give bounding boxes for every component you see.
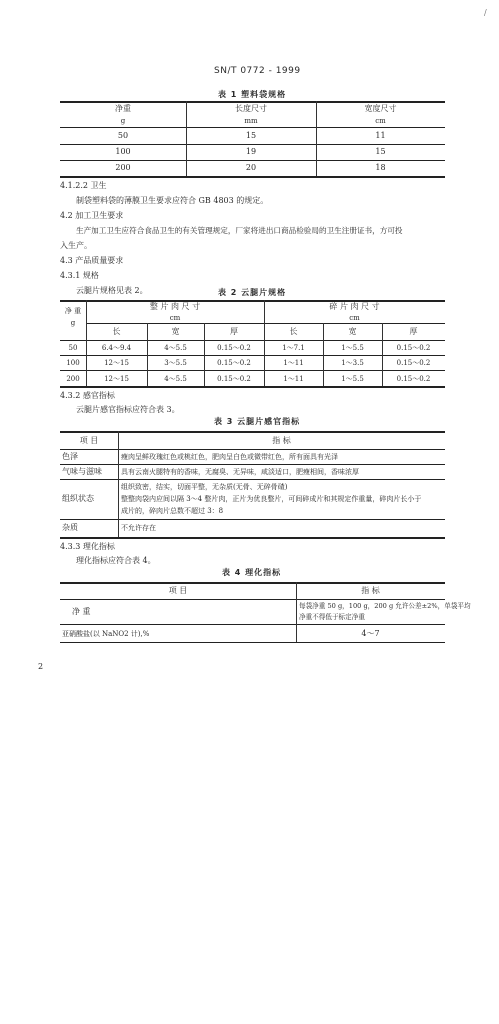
table1-unit-weight: g — [120, 117, 126, 125]
table1-cell: 15 — [245, 131, 257, 140]
table2-subheader: 宽 — [348, 327, 357, 336]
page-number: 2 — [38, 662, 44, 671]
table1-cell: 15 — [375, 147, 386, 156]
table3-index-texture-line1: 组织致密，结实，切面平整，无杂质(无骨、无碎骨碴) — [121, 483, 288, 491]
table2-cell: 4～5.5 — [164, 375, 187, 383]
table4-header-index: 指 标 — [361, 586, 380, 595]
table4-index-nitrite: 4～7 — [361, 629, 380, 638]
table1-cell: 100 — [115, 147, 131, 156]
table1-header-width: 宽度尺寸 — [364, 104, 397, 113]
table2-cell: 0.15～0.2 — [396, 359, 431, 367]
table2-cell: 0.15～0.2 — [396, 344, 431, 352]
table2-cell: 0.15～0.2 — [217, 375, 251, 383]
table2-cell: 100 — [66, 359, 80, 367]
table1-cell: 18 — [375, 163, 386, 172]
table2-net-weight-label: 净 重 — [64, 307, 82, 315]
table2-cell: 4～5.5 — [164, 344, 187, 352]
paragraph-4-3-1: 云腿片规格见表 2。 — [76, 286, 148, 295]
section-4-3-1: 4.3.1 规格 — [60, 271, 99, 280]
table4-index-net-weight-line2: 净重不得低于标定净重 — [299, 613, 365, 621]
paragraph-4-2-line1: 生产加工卫生应符合食品卫生的有关管理规定，厂家将进出口商品检验局的卫生注册证书，方可投 — [76, 226, 403, 235]
section-4-3-3: 4.3.3 理化指标 — [60, 542, 115, 551]
table2-cell: 1～3.5 — [341, 359, 364, 367]
table2-subheader: 厚 — [409, 327, 418, 336]
table3-index-texture-line3: 成片的，碎肉片总数不超过 3：8 — [121, 507, 224, 515]
section-4-2: 4.2 加工卫生要求 — [60, 211, 124, 220]
table1-unit-length: mm — [244, 117, 258, 125]
table1-cell: 20 — [245, 163, 257, 172]
table3-index-texture-line2: 整整肉袋内应间以隔 3～4 整片肉，正片为优良整片，可间碎成片和其规定作重量，碎肉片长小于 — [121, 495, 422, 503]
table2-cell: 1～5.5 — [341, 344, 364, 352]
table2-net-weight-unit: g — [70, 319, 76, 327]
table4-item-net-weight: 净 重 — [72, 607, 91, 616]
table2-cell: 50 — [68, 344, 78, 352]
table1-header-length: 长度尺寸 — [235, 104, 267, 113]
table2-cell: 12～15 — [104, 375, 129, 383]
table3-index-impurity: 不允许存在 — [121, 524, 156, 532]
table2-subheader: 长 — [289, 327, 298, 336]
table2-cell: 6.4～9.4 — [101, 344, 132, 352]
table1-cell: 19 — [245, 147, 257, 156]
table1-cell: 11 — [375, 131, 386, 140]
table2-subheader: 宽 — [171, 327, 180, 336]
table2-subheader: 厚 — [230, 327, 238, 336]
table1-cell: 50 — [117, 131, 129, 140]
table2-cell: 1～11 — [283, 375, 304, 383]
section-4-1-2-2: 4.1.2.2 卫生 — [60, 181, 107, 190]
table4-header-item: 项 目 — [168, 586, 188, 595]
table1-caption: 表 1 塑料袋规格 — [218, 90, 287, 99]
table4-item-nitrite: 亚硝酸盐(以 NaNO2 计),% — [62, 630, 150, 638]
paragraph-4-1-2-2: 制袋塑料袋的薄膜卫生要求应符合 GB 4803 的规定。 — [76, 196, 269, 205]
corner-mark: / — [484, 8, 487, 17]
table2-cell: 0.15～0.2 — [217, 359, 251, 367]
standard-number: SN/T 0772 - 1999 — [214, 66, 301, 76]
table3-index-flavor: 具有云南火腿特有的香味，无腐臭、无异味，咸淡适口，肥瘦相间，香味浓厚 — [121, 468, 359, 476]
table2-cell: 1～5.5 — [341, 375, 364, 383]
table2-cell: 1～11 — [283, 359, 304, 367]
table3-caption: 表 3 云腿片感官指标 — [214, 417, 301, 426]
table3-item-texture: 组织状态 — [62, 494, 94, 503]
table2-cell: 1～7.1 — [282, 344, 305, 352]
table2-cell: 0.15～0.2 — [396, 375, 431, 383]
table2-cell: 12～15 — [104, 359, 129, 367]
paragraph-4-3-2: 云腿片感官指标应符合表 3。 — [76, 405, 180, 414]
section-4-3-2: 4.3.2 感官指标 — [60, 391, 115, 400]
table3-item-flavor: 气味与滋味 — [62, 467, 102, 476]
table4-caption: 表 4 理化指标 — [222, 568, 282, 577]
table2-cell: 3～5.5 — [164, 359, 187, 367]
table1-header-weight: 净重 — [115, 104, 131, 113]
table3-item-color: 色泽 — [62, 452, 78, 461]
table2-caption: 表 2 云腿片规格 — [218, 288, 287, 297]
table3-header-item: 项 目 — [79, 436, 99, 445]
table3-item-impurity: 杂质 — [62, 523, 78, 532]
table3-header-index: 指 标 — [272, 436, 291, 445]
table1-unit-width: cm — [375, 117, 386, 125]
table2-whole-piece-unit: cm — [169, 314, 181, 322]
paragraph-4-2-line2: 入生产。 — [60, 241, 92, 250]
table2-subheader: 长 — [112, 327, 121, 336]
table2-whole-piece-header: 整 片 肉 尺 寸 — [149, 302, 201, 311]
table2-cell: 0.15～0.2 — [217, 344, 251, 352]
table2-broken-piece-unit: cm — [349, 314, 360, 322]
table2-broken-piece-header: 碎 片 肉 尺 寸 — [329, 302, 380, 311]
section-4-3: 4.3 产品质量要求 — [60, 256, 124, 265]
paragraph-4-3-3: 理化指标应符合表 4。 — [76, 556, 156, 565]
table2-cell: 200 — [66, 375, 80, 383]
table4-index-net-weight-line1: 每袋净重 50 g，100 g，200 g 允许公差±2%，单袋平均 — [299, 602, 471, 610]
table1-cell: 200 — [115, 163, 131, 172]
table3-index-color: 瘦肉呈鲜玫瑰红色或桃红色，肥肉呈白色或微带红色，所有面具有光泽 — [121, 453, 338, 461]
